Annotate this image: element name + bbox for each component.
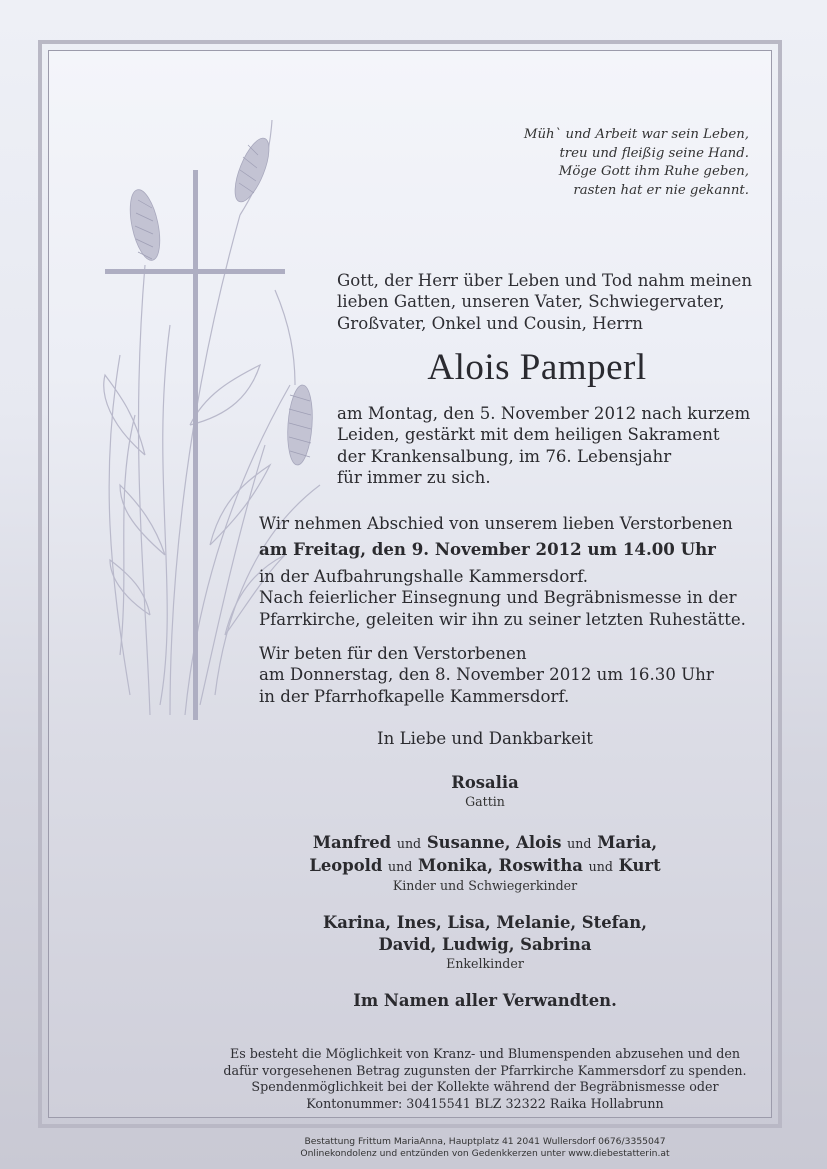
child-name: Kurt bbox=[618, 856, 661, 875]
motto-line: rasten hat er nie gekannt. bbox=[573, 182, 749, 198]
child-name: Leopold bbox=[309, 856, 383, 875]
und-connector: und bbox=[396, 836, 422, 851]
notice-line: dafür vorgesehenen Betrag zugunsten der Pfarrkirche Kammersdorf zu spenden. bbox=[223, 1062, 747, 1078]
und-connector: und bbox=[388, 859, 413, 874]
mourner-children bbox=[260, 832, 710, 894]
death-line: der Krankensalbung, im 76. Lebensjahr bbox=[337, 446, 672, 466]
intro-text bbox=[337, 270, 752, 334]
notice-line: Spendenmöglichkeit bei der Kollekte während der Begräbnismesse oder bbox=[251, 1079, 719, 1095]
wife-name: Rosalia bbox=[451, 773, 519, 792]
rosary-line: in der Pfarrhofkapelle Kammersdorf. bbox=[259, 686, 570, 706]
children-role: Kinder und Schwiegerkinder bbox=[392, 878, 578, 893]
grandchildren-line-2: David, Ludwig, Sabrina bbox=[378, 935, 592, 954]
mourner-grandchildren bbox=[260, 912, 710, 972]
footer-line: Bestattung Frittum MariaAnna, Hauptplatz 41 2041 Wullersdorf 0676/3355047 bbox=[304, 1136, 666, 1147]
intro-line: Gott, der Herr über Leben und Tod nahm meinen bbox=[337, 271, 753, 290]
grandchildren-line-1: Karina, Ines, Lisa, Melanie, Stefan, bbox=[323, 913, 647, 932]
child-name: Manfred bbox=[312, 833, 392, 852]
funeral-line: Pfarrkirche, geleiten wir ihn zu seiner letzten Ruhestätte. bbox=[259, 609, 746, 629]
motto-line: Möge Gott ihm Ruhe geben, bbox=[558, 164, 749, 180]
funeral-details bbox=[259, 513, 746, 630]
child-name: Monika, Roswitha bbox=[418, 856, 583, 875]
rosary-details bbox=[259, 643, 714, 707]
wife-role: Gattin bbox=[465, 794, 505, 809]
motto-line: treu und fleißig seine Hand. bbox=[559, 145, 749, 161]
und-connector: und bbox=[588, 859, 613, 874]
children-line-2 bbox=[260, 855, 710, 878]
intro-line: Großvater, Onkel und Cousin, Herrn bbox=[337, 313, 643, 333]
death-details bbox=[337, 403, 750, 489]
deceased-name: Alois Pamperl bbox=[427, 347, 647, 388]
death-line: am Montag, den 5. November 2012 nach kurzem bbox=[337, 404, 751, 423]
notice-line: Kontonummer: 30415541 BLZ 32322 Raika Hollabrunn bbox=[306, 1095, 664, 1111]
rosary-line: Wir beten für den Verstorbenen bbox=[259, 644, 527, 663]
death-line: für immer zu sich. bbox=[337, 468, 491, 488]
motto-line: Müh` und Arbeit war sein Leben, bbox=[523, 127, 749, 142]
cross-wheat-decoration bbox=[90, 95, 350, 735]
child-name: Maria, bbox=[597, 833, 658, 852]
motto-poem bbox=[449, 126, 749, 200]
rosary-line: am Donnerstag, den 8. November 2012 um 16.30 Uhr bbox=[259, 665, 714, 685]
grandchildren-role: Enkelkinder bbox=[446, 956, 524, 971]
intro-line: lieben Gatten, unseren Vater, Schwiegervater, bbox=[337, 292, 725, 312]
mourner-wife bbox=[260, 772, 710, 810]
child-name: Susanne, Alois bbox=[426, 833, 562, 852]
relatives-line: Im Namen aller Verwandten. bbox=[353, 991, 617, 1010]
und-connector: und bbox=[567, 836, 592, 851]
funeral-line: in der Aufbahrungshalle Kammersdorf. bbox=[259, 566, 589, 586]
children-line-1 bbox=[260, 832, 710, 855]
donation-notice bbox=[200, 1046, 770, 1112]
funeral-line: Nach feierlicher Einsegnung und Begräbnismesse in der bbox=[259, 588, 737, 608]
closing-thanks: In Liebe und Dankbarkeit bbox=[377, 729, 593, 748]
footer-line: Onlinekondolenz und entzünden von Gedenkkerzen unter www.diebestatterin.at bbox=[300, 1148, 670, 1159]
notice-line: Es besteht die Möglichkeit von Kranz- und Blumenspenden abzusehen und den bbox=[229, 1046, 741, 1061]
funeral-date-time: am Freitag, den 9. November 2012 um 14.00 Uhr bbox=[259, 539, 716, 560]
death-line: Leiden, gestärkt mit dem heiligen Sakrament bbox=[337, 425, 720, 445]
funeral-intro: Wir nehmen Abschied von unserem lieben Verstorbenen bbox=[259, 514, 733, 533]
undertaker-footer bbox=[300, 1136, 670, 1160]
